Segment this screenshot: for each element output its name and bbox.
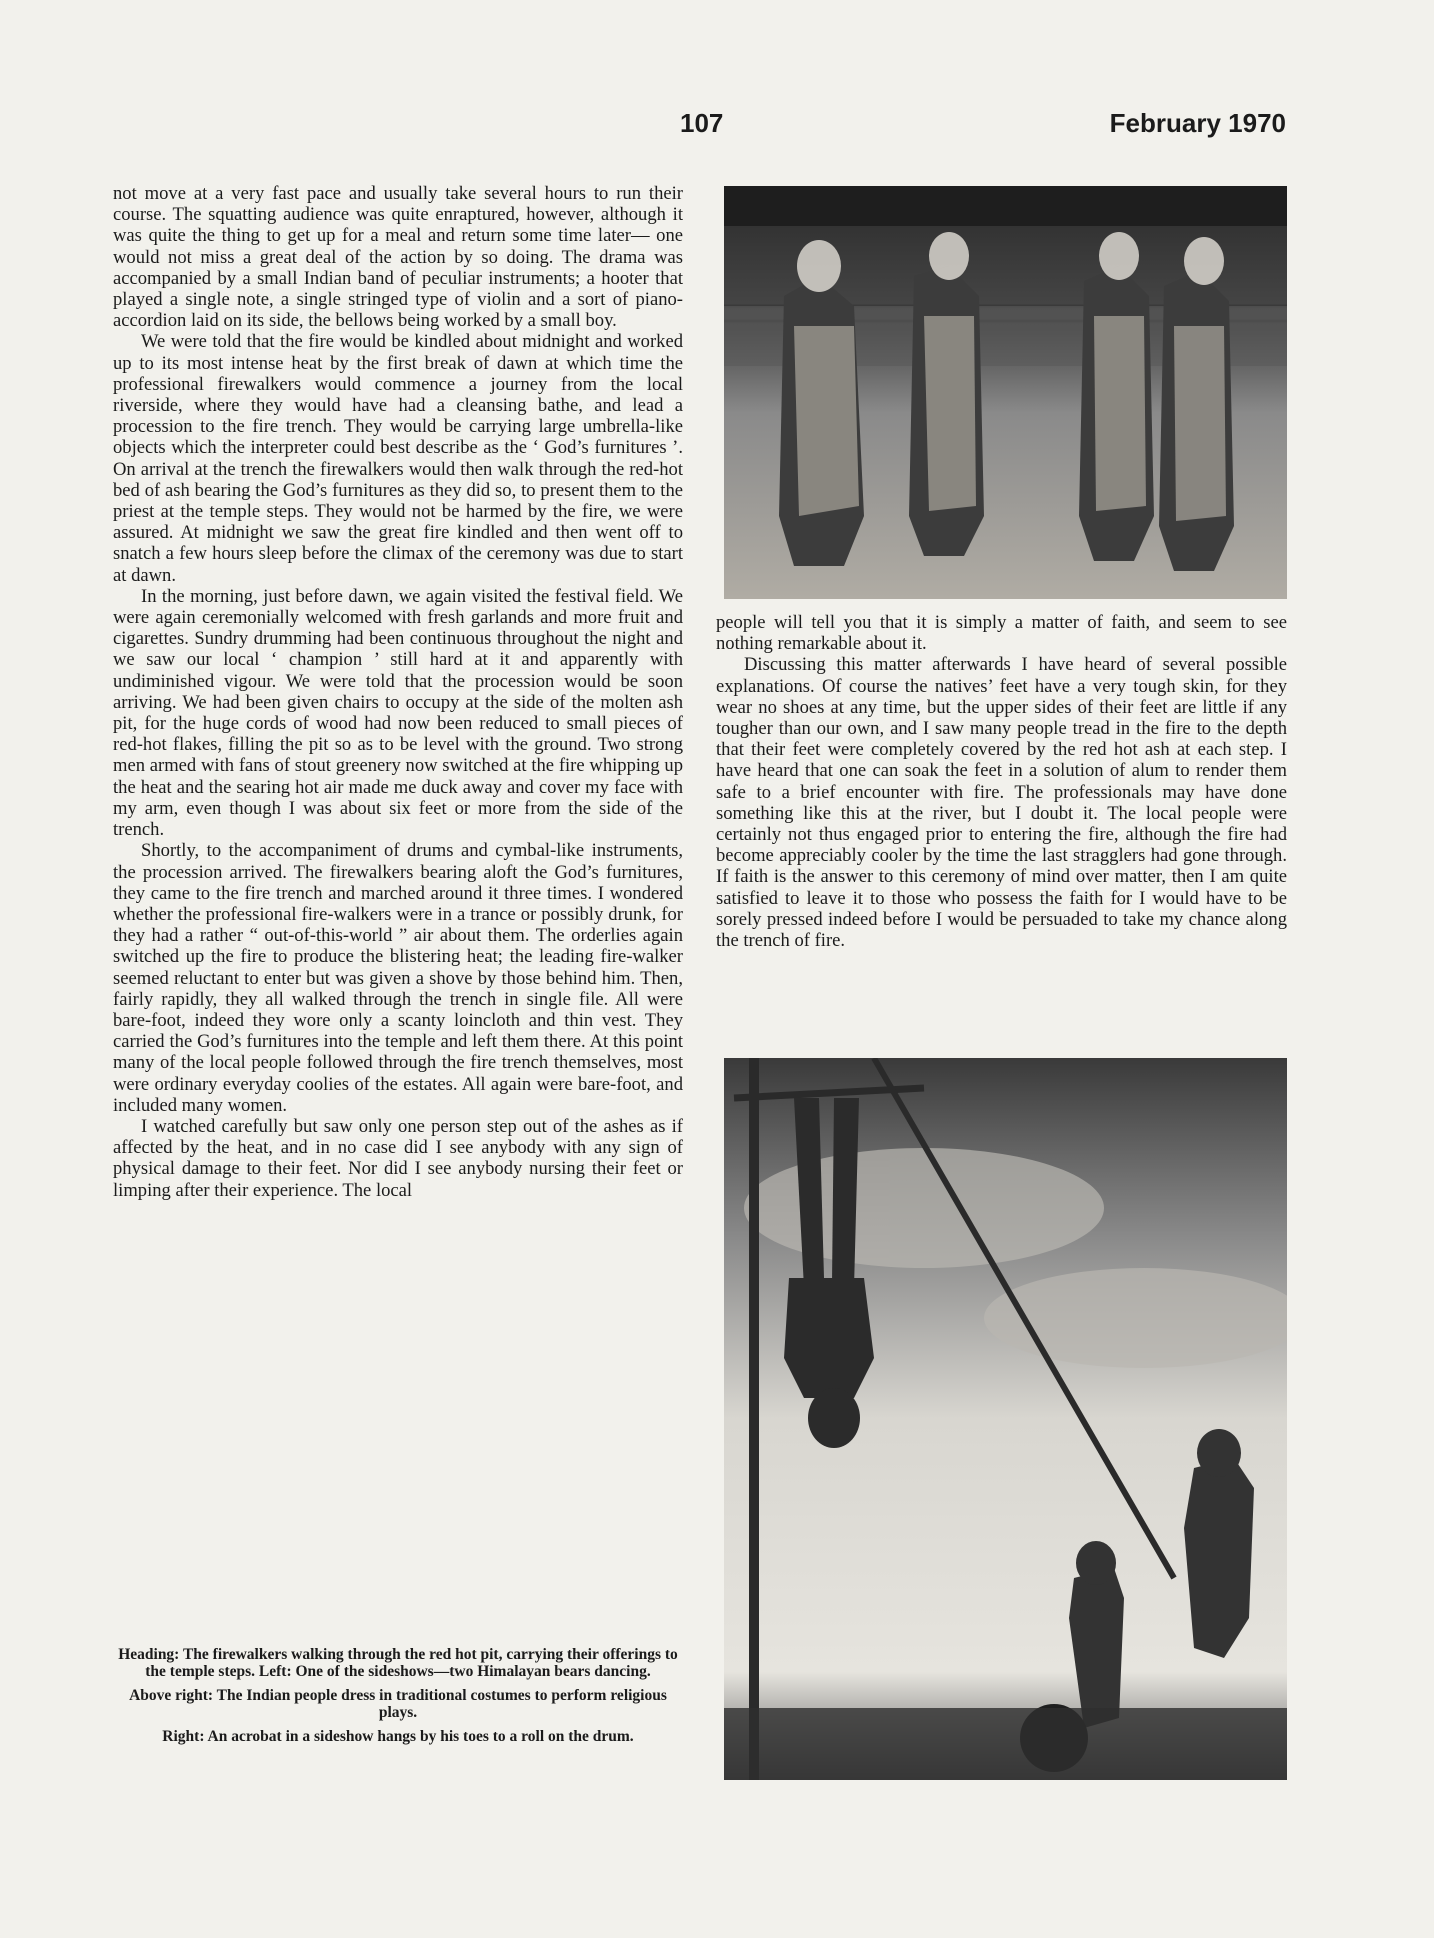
paragraph: people will tell you that it is simply a matter of faith, and seem to see nothing remarkable about it. [716,612,1287,655]
caption-right: Right: An acrobat in a sideshow hangs by his toes to a roll on the drum. [162,1728,634,1745]
paragraph: not move at a very fast pace and usually take several hours to run their course. The squatting audience was quite enraptured, however, although it was quite the thing to get up for a meal and return some time later— one would not miss a great deal of the action by so doing. The drama was accompanied by a small Indian band of peculiar instruments; a hooter that played a single note, a single stringed type of violin and a sort of piano-accordion laid on its side, the bellows being worked by a small boy. [113,183,683,332]
page-header [0,108,1434,148]
left-text-column [113,183,683,1201]
paragraph: Discussing this matter afterwards I have heard of several possible explanations. Of course the natives’ feet have a very tough skin, for they wear no shoes at any time, but the upper sides of their feet are little if any tougher than our own, and I saw many people tread in the fire to the depth that their feet were completely covered by the red hot ash at each step. I have heard that one can soak the feet in a solution of alum to render them safe to a brief encounter with fire. The professionals may have done something like this at the river, but I doubt it. The local people were certainly not thus engaged prior to entering the fire, although the fire had become appreciably cooler by the time the last stragglers had gone through. If faith is the answer to this ceremony of mind over matter, then I am quite satisfied to leave it to those who possess the faith for I would have to be sorely pressed indeed before I would be persuaded to take my chance along the trench of fire. [716,654,1287,952]
paragraph: Shortly, to the accompaniment of drums and cymbal-like instruments, the procession arrived. The firewalkers bearing aloft the God’s furnitures, they came to the fire trench and marched around it three times. I wondered whether the professional fire-walkers were in a trance or possibly drunk, for they had a rather “ out-of-this-world ” air about them. The orderlies again switched up the fire to produce the blistering heat; the leading fire-walker seemed reluctant to enter but was given a shove by those behind him. Then, fairly rapidly, they all walked through the trench in single file. All were bare-foot, indeed they wore only a scanty loincloth and thin vest. They carried the God’s furnitures into the temple and left them there. At this point many of the local people followed through the fire trench themselves, most were ordinary everyday coolies of the estates. All again were bare-foot, and included many women. [113,840,683,1116]
photo-captions [113,1647,683,1754]
caption-heading-left: Heading: The firewalkers walking through the red hot pit, carrying their offerings to the temple steps. Left: One of the sideshows—two Himalayan bears dancing. [118,1646,678,1680]
caption-above-right: Above right: The Indian people dress in traditional costumes to perform religious plays. [129,1687,667,1721]
paragraph: I watched carefully but saw only one person step out of the ashes as if affected by the heat, and in no case did I see anybody with any sign of physical damage to their feet. Nor did I see anybody nursing their feet or limping after their experience. The local [113,1115,683,1201]
paragraph: In the morning, just before dawn, we again visited the festival field. We were again ceremonially welcomed with fresh garlands and more fruit and cigarettes. Sundry drumming had been continuous throughout the night and we saw our local ‘ champion ’ still hard at it and apparently with undiminished vigour. We were told that the procession would be soon arriving. We had been given chairs to occupy at the side of the molten ash pit, for the huge cords of wood had now been reduced to small pieces of red-hot flakes, filling the pit so as to be level with the ground. Two strong men armed with fans of stout greenery now switched at the fire whipping up the heat and the searing hot air made me duck away and cover my face with my arm, even though I was about six feet or more from the side of the trench. [113,585,683,841]
issue-date: February 1970 [1109,108,1286,138]
costumed-dancers-photo [724,186,1287,599]
acrobat-illustration [724,1058,1287,1780]
paragraph: We were told that the fire would be kindled about midnight and worked up to its most intense heat by the first break of dawn at which time the professional firewalkers would commence a journey from the local riverside, where they would have had a cleansing bathe, and lead a procession to the fire trench. They would be carrying large umbrella-like objects which the interpreter could best describe as the ‘ God’s furnitures ’. On arrival at the trench the firewalkers would then walk through the red-hot bed of ash bearing the God’s furnitures as they did so, to present them to the priest at the temple steps. They would not be harmed by the fire, we were assured. At midnight we saw the great fire kindled and then went off to snatch a few hours sleep before the climax of the ceremony was due to start at dawn. [113,331,683,586]
page-number: 107 [680,108,724,138]
costumed-dancers-illustration [724,186,1287,599]
right-text-column [716,612,1287,951]
acrobat-photo [724,1058,1287,1780]
